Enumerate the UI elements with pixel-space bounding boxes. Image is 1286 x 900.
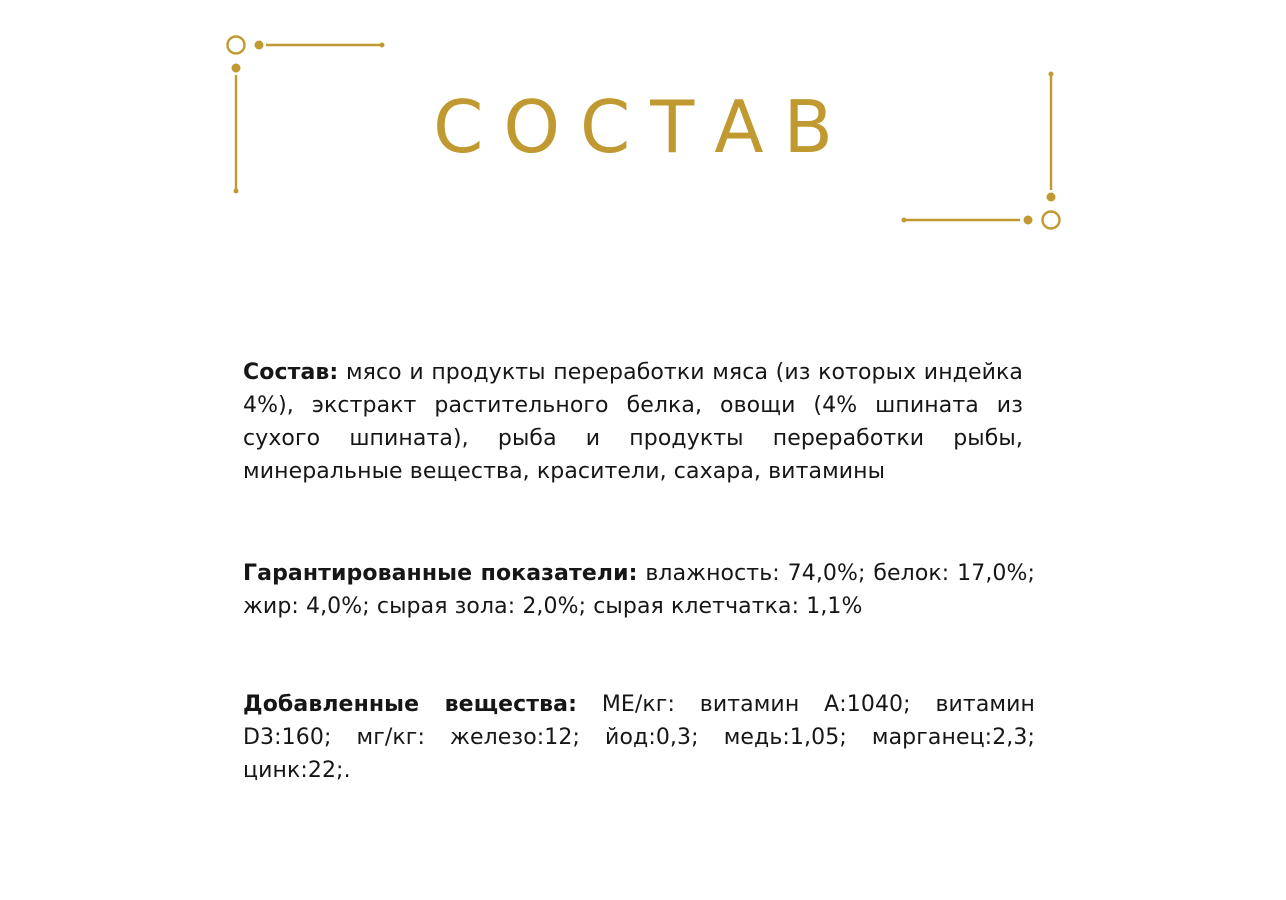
page-title: СОСТАВ — [433, 85, 853, 169]
guaranteed-analysis-label: Гарантированные показатели: — [243, 561, 638, 586]
ornament-dot-icon — [232, 64, 241, 73]
ornament-ring-icon — [1043, 212, 1060, 229]
ornament-dot-icon — [1047, 193, 1056, 202]
ornament-line-end-dot — [234, 189, 239, 194]
ornament-line-end-dot — [380, 43, 385, 48]
ornament-ring-icon — [228, 37, 245, 54]
additives-text: МЕ/кг: витамин А:1040; витамин D3:160; мг/кг: железо:12; йод:0,3; медь:1,05; марганец:2,3; цинк:22;. — [243, 692, 1036, 783]
additives-paragraph — [243, 688, 1035, 787]
composition-label: Состав: — [243, 360, 339, 385]
ornament-dot-icon — [255, 41, 264, 50]
ornament-dot-icon — [1024, 216, 1033, 225]
additives-label: Добавленные вещества: — [243, 692, 577, 717]
guaranteed-analysis-text: влажность: 74,0%; белок: 17,0%; жир: 4,0%; сырая зола: 2,0%; сырая клетчатка: 1,1% — [243, 561, 1036, 619]
composition-text: мясо и продукты переработки мяса (из которых индейка 4%), экстракт растительного белка, овощи (4% шпината из сухого шпината), рыба и продукты переработки рыбы, минеральные вещества, красители, сахара, витамины — [243, 360, 1023, 484]
guaranteed-analysis-paragraph — [243, 557, 1035, 623]
composition-paragraph — [243, 356, 1023, 488]
